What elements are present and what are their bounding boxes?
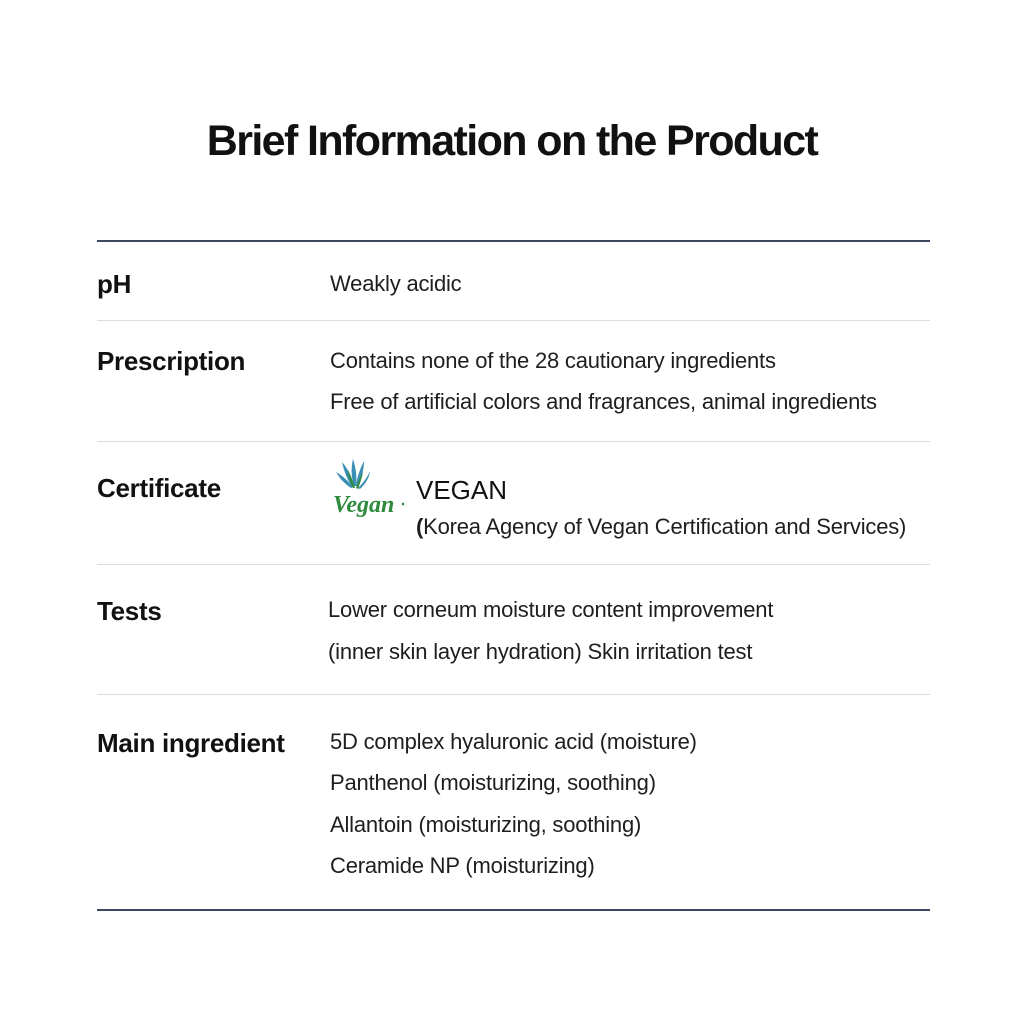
row-label-main-ingredient: Main ingredient <box>97 728 285 758</box>
row-value-tests-line-1: Lower corneum moisture content improvement <box>328 597 774 622</box>
row-label-tests: Tests <box>97 596 162 626</box>
row-divider <box>97 694 930 695</box>
row-label-ph: pH <box>97 269 132 299</box>
row-divider <box>97 320 930 321</box>
row-divider <box>97 441 930 442</box>
table-top-rule <box>97 240 930 242</box>
row-value-prescription-line-2: Free of artificial colors and fragrances, animal ingredients <box>330 389 877 414</box>
row-value-ingredient-3: Allantoin (moisturizing, soothing) <box>330 812 642 837</box>
row-value-ph: Weakly acidic <box>330 271 462 296</box>
row-value-tests-line-2: (inner skin layer hydration) Skin irritation test <box>328 639 753 664</box>
vegan-certification-icon <box>330 457 408 521</box>
row-value-prescription-line-1: Contains none of the 28 cautionary ingredients <box>330 348 776 373</box>
row-value-ingredient-4: Ceramide NP (moisturizing) <box>330 853 595 878</box>
certificate-name: VEGAN <box>416 475 508 505</box>
row-value-ingredient-2: Panthenol (moisturizing, soothing) <box>330 770 656 795</box>
row-label-certificate: Certificate <box>97 473 221 503</box>
certificate-agency-open-paren: ( <box>416 514 424 539</box>
row-divider <box>97 564 930 565</box>
table-bottom-rule <box>97 909 930 911</box>
row-label-prescription: Prescription <box>97 346 246 376</box>
page-title: Brief Information on the Product <box>206 117 818 165</box>
certificate-agency-text: Korea Agency of Vegan Certification and Services) <box>423 514 907 539</box>
row-value-ingredient-1: 5D complex hyaluronic acid (moisture) <box>330 729 697 754</box>
vegan-logo-text: Vegan <box>333 492 395 518</box>
certificate-agency <box>416 513 906 541</box>
